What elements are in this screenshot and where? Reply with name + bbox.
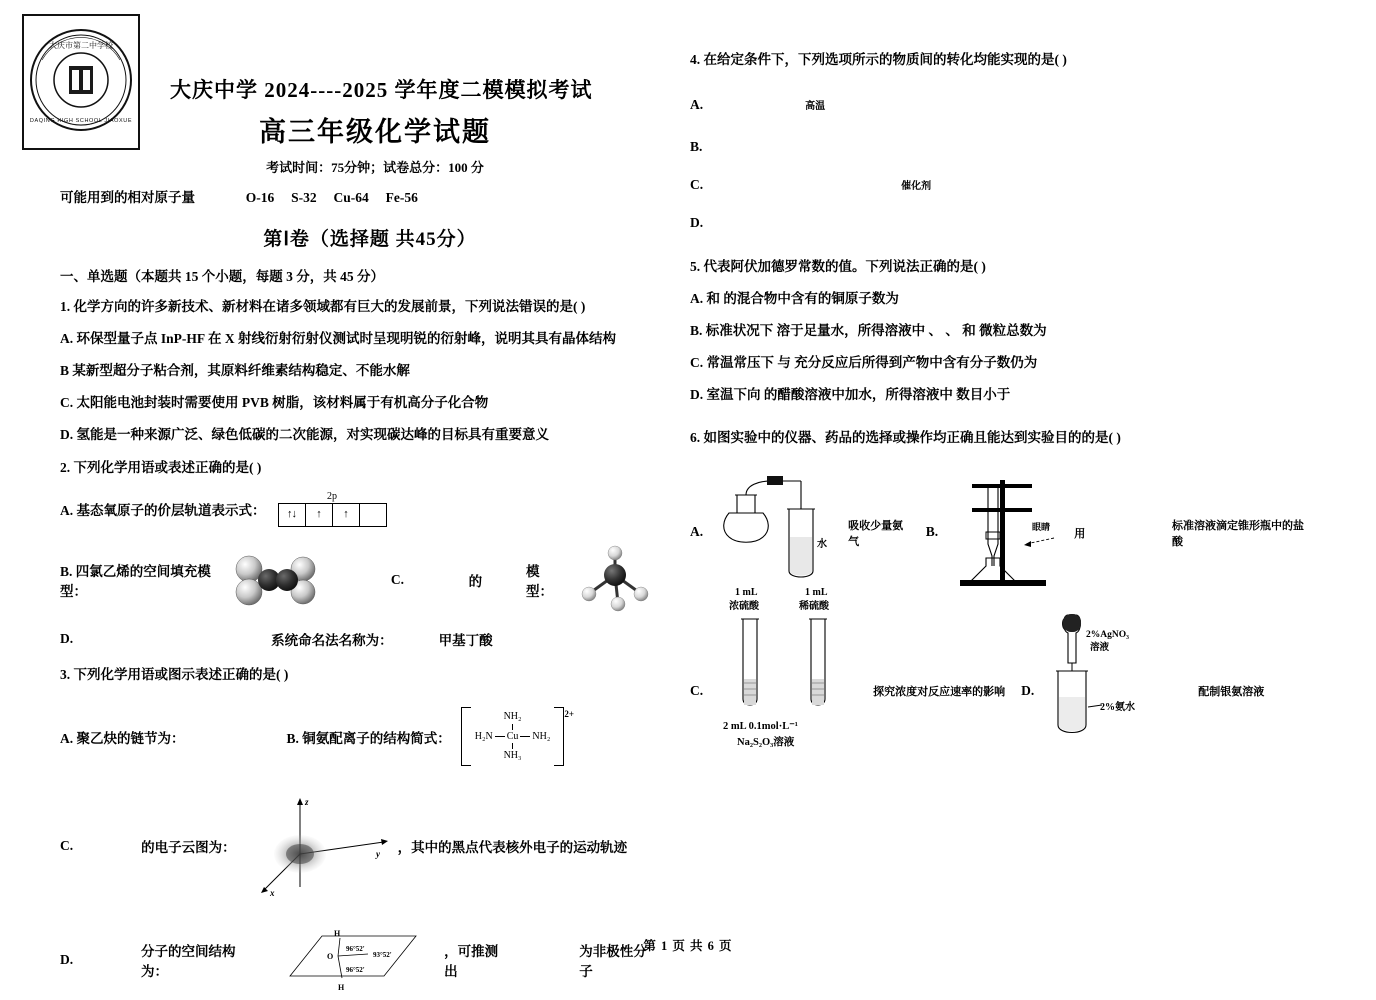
water-atom-o: O <box>327 951 334 961</box>
axis-label-y: y <box>375 848 380 859</box>
question-2-option-c-text3: 模型： <box>525 563 553 599</box>
atomic-mass-o: O-16 <box>245 190 275 205</box>
ammonia-label: 2%氨水 <box>1100 701 1136 713</box>
question-5-option-a: A. 和 的混合物中含有的铜原子数为 <box>690 290 899 306</box>
orbital-cell-3: ↑ <box>332 503 359 527</box>
question-4-option-d <box>690 215 1310 231</box>
question-3-option-a-b <box>60 707 660 766</box>
water-atom-h-bottom: H <box>338 982 345 992</box>
question-2-option-b-text: B. 四氯乙烯的空间填充模型： <box>60 563 211 599</box>
svg-text:大庆市第二中学校: 大庆市第二中学校 <box>49 41 113 50</box>
question-6-stem: 6. 如图实验中的仪器、药品的选择或操作均正确且能达到实验目的的是( ) <box>690 429 1121 445</box>
water-angle-1: 96°52′ <box>346 944 365 953</box>
question-6-option-d-caption: 配制银氨溶液 <box>1198 686 1265 699</box>
question-4-option-c <box>690 177 1310 193</box>
complex-top-ligand: NH₂ <box>503 711 522 723</box>
orbital-cell-4 <box>359 503 387 527</box>
orbital-diagram <box>278 491 387 527</box>
atomic-mass-cu: Cu-64 <box>333 190 369 205</box>
question-3-stem: 3. 下列化学用语或图示表述正确的是( ) <box>60 666 289 682</box>
beaker-label-2: Na₂S₂O₃溶液 <box>737 737 795 749</box>
question-5-stem: 5. 代表阿伏加德罗常数的值。下列说法正确的是( ) <box>690 258 986 274</box>
titration-apparatus-figure <box>942 470 1072 595</box>
copper-ammonia-complex-figure <box>461 707 574 766</box>
question-1-option-b: B 某新型超分子粘合剂，其原料纤维素结构稳定、不能水解 <box>60 362 410 378</box>
question-3-option-b-text: B. 铜氨配离子的结构简式： <box>286 730 451 746</box>
beaker-label-1: 2 mL 0.1mol·L⁻¹ <box>723 721 799 733</box>
silver-ammonia-apparatus-figure <box>1044 609 1194 754</box>
question-4-option-a-condition: 高温 <box>805 101 826 113</box>
question-1-stem: 1. 化学方向的许多新技术、新材料在诸多领域都有巨大的发展前景，下列说法错误的是( ) <box>60 299 586 314</box>
left-tube-label-1: 1 mL <box>735 587 758 599</box>
question-3-option-c-text2: 的电子云图为： <box>141 839 236 855</box>
question-6-option-c-caption: 探究浓度对反应速率的影响 <box>873 686 1006 699</box>
left-column <box>60 18 660 996</box>
question-3-option-d-text3: ，可推测出 <box>444 943 499 979</box>
question-4-stem: 4. 在给定条件下，下列选项所示的物质间的转化均能实现的是( ) <box>690 52 1067 67</box>
question-5-option-d: D. 室温下向 的醋酸溶液中加水，所得溶液中 数目小于 <box>690 386 1011 402</box>
ball-stick-model-icon <box>570 545 660 615</box>
water-atom-h-top: H <box>334 928 341 938</box>
atomic-mass-label: 可能用到的相对原子量 <box>60 190 195 205</box>
question-4-option-a <box>690 97 1310 113</box>
agno3-label-1: 2%AgNO₃ <box>1086 629 1130 640</box>
question-4-option-d-label: D. <box>690 214 704 230</box>
water-angle-3: 96°52′ <box>346 965 365 974</box>
question-2-option-d-label: D. <box>60 630 74 646</box>
orbital-cell-2: ↑ <box>305 503 332 527</box>
question-2-stem: 2. 下列化学用语或表述正确的是( ) <box>60 459 262 475</box>
question-3-option-c-text3: ，其中的黑点代表核外电子的运动轨迹 <box>397 839 628 855</box>
question-3-option-a-text: A. 聚乙炔的链节为： <box>60 730 185 746</box>
question-6-option-b-caption-pre: 用 <box>1074 527 1086 540</box>
complex-right-ligand: NH₂ <box>532 730 551 742</box>
eye-label: 眼睛 <box>1032 522 1051 533</box>
complex-center-atom: Cu <box>506 730 519 742</box>
axis-label-x: x <box>269 887 275 898</box>
water-label: 水 <box>817 539 828 551</box>
question-6-option-a-label: A. <box>690 524 704 540</box>
question-2-option-c-text2: 的 <box>468 573 483 589</box>
exam-meta: 考试时间：75分钟；试卷总分：100 分 <box>266 160 484 175</box>
page-footer: 第 1 页 共 6 页 <box>643 939 733 953</box>
gas-absorption-apparatus-figure <box>709 475 844 590</box>
question-2-option-c-label: C. <box>390 571 404 587</box>
question-4-option-b-label: B. <box>690 138 703 154</box>
question-5-option-c: C. 常温常压下 与 充分反应后所得到产物中含有分子数仍为 <box>690 354 1038 370</box>
question-3-option-d-text2: 分子的空间结构为： <box>140 943 236 979</box>
question-4-option-a-label: A. <box>690 96 704 112</box>
orbital-cell-1: ↑↓ <box>278 503 305 527</box>
question-4-option-b <box>690 139 1310 155</box>
question-3-option-d-label: D. <box>60 951 74 967</box>
water-angle-2: 93°52′ <box>373 950 392 959</box>
question-3-option-c-label: C. <box>60 837 74 853</box>
question-6-row-1 <box>690 470 1310 595</box>
question-1-option-d: D. 氢能是一种来源广泛、绿色低碳的二次能源，对实现碳达峰的目标具有重要意义 <box>60 426 549 442</box>
agno3-label-2: 溶液 <box>1090 642 1110 653</box>
question-5-option-b: B. 标准状况下 溶于足量水，所得溶液中 、 、 和 微粒总数为 <box>690 322 1047 338</box>
question-3-option-d-text4: 为非极性分子 <box>579 943 647 979</box>
right-tube-label-1: 1 mL <box>805 587 828 599</box>
page-title: 高三年级化学试题 <box>259 117 491 147</box>
orbital-label-2p: 2p <box>327 490 337 502</box>
question-3-option-c <box>60 792 660 900</box>
question-1-option-c: C. 太阳能电池封装时需要使用 PVB 树脂，该材料属于有机高分子化合物 <box>60 394 489 410</box>
molecular-geometry-figure <box>268 924 438 996</box>
electron-cloud-figure <box>242 792 392 900</box>
axis-label-z: z <box>304 796 309 807</box>
complex-bottom-ligand: NH₃ <box>503 750 522 762</box>
reaction-rate-apparatus-figure <box>709 581 869 761</box>
question-2-option-d-text3: 甲基丁酸 <box>438 632 493 648</box>
atomic-mass-fe: Fe-56 <box>385 190 418 205</box>
question-2-option-a-text: A. 基态氧原子的价层轨道表示式： <box>60 502 266 518</box>
question-6-option-a-caption: 吸收少量氨气 <box>848 519 904 548</box>
question-6-option-c-label: C. <box>690 682 704 698</box>
question-6-option-b-caption: 标准溶液滴定锥形瓶中的盐酸 <box>1172 519 1305 548</box>
question-2-option-d <box>60 629 660 649</box>
question-6-row-2 <box>690 587 1310 761</box>
question-2-option-d-text2: 系统命名法名称为： <box>271 632 393 648</box>
complex-left-ligand: H₂N <box>474 730 493 742</box>
question-type-heading: 一、单选题（本题共 15 个小题，每题 3 分，共 45 分） <box>60 269 384 284</box>
complex-charge: 2+ <box>564 709 574 720</box>
school-title: 大庆中学 2024----2025 学年度二模模拟考试 <box>170 78 593 102</box>
right-tube-label-2: 稀硫酸 <box>799 601 830 613</box>
question-3-option-d <box>60 924 660 996</box>
atomic-mass-s: S-32 <box>291 190 317 205</box>
atomic-mass-line <box>60 186 660 206</box>
question-2-option-b-c <box>60 545 660 615</box>
question-1-option-a: A. 环保型量子点 InP-HF 在 X 射线衍射衍射仪测试时呈现明锐的衍射峰，说明其具有晶体结构 <box>60 330 616 346</box>
space-filling-model-icon <box>233 552 325 608</box>
section-title: 第Ⅰ卷（选择题 共45分） <box>263 229 477 250</box>
question-6-option-b-label: B. <box>925 524 939 540</box>
question-2-option-a <box>60 491 660 527</box>
question-6-option-d-label: D. <box>1021 682 1035 698</box>
question-4-option-c-condition: 催化剂 <box>901 181 932 193</box>
svg-text:DAQING HIGH SCHOOL JIAOXUE: DAQING HIGH SCHOOL JIAOXUE <box>29 118 133 124</box>
right-column <box>690 50 1310 761</box>
left-tube-label-2: 浓硫酸 <box>729 601 760 613</box>
question-4-option-c-label: C. <box>690 176 704 192</box>
